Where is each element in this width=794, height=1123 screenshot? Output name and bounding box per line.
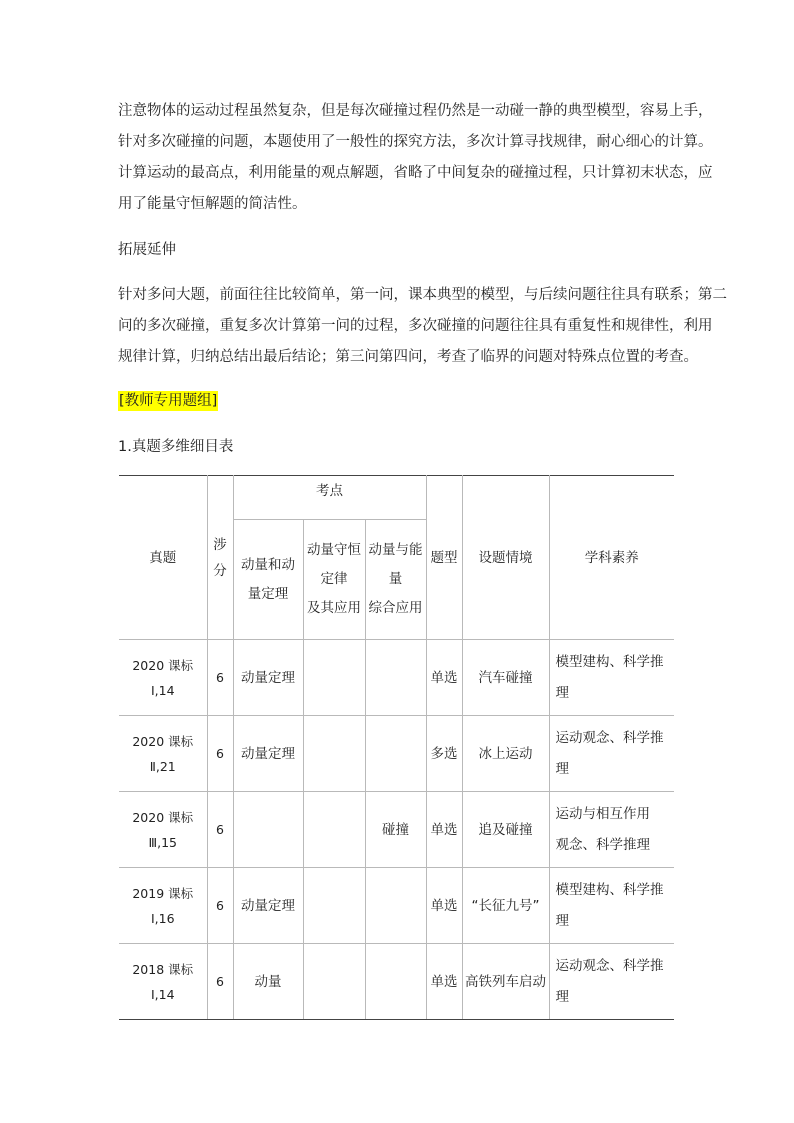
- cell-literacy: [549, 716, 674, 792]
- cell-c2: [303, 792, 365, 868]
- header-sub-line: 量定理: [247, 585, 289, 602]
- cell-c3: [365, 640, 426, 716]
- cell-score: 6: [207, 640, 233, 716]
- header-literacy: 学科素养: [549, 476, 674, 640]
- cell-c1: [233, 792, 303, 868]
- teacher-tag: [教师专用题组]: [119, 393, 218, 409]
- literacy-line: 运动观念、科学推: [555, 957, 664, 974]
- cell-question: [119, 792, 207, 868]
- extension-line: 问的多次碰撞，重复多次计算第一问的过程，多次碰撞的问题往往具有重复性和规律性，利用: [118, 318, 713, 334]
- cell-question: [119, 640, 207, 716]
- cell-type: 单选: [426, 868, 462, 944]
- header-sub-line: 及其应用: [307, 600, 361, 616]
- cell-score: 6: [207, 792, 233, 868]
- intro-line: 用了能量守恒解题的简洁性。: [118, 196, 307, 212]
- table-row: [119, 640, 674, 716]
- cell-literacy: [549, 868, 674, 944]
- table-row: [119, 792, 674, 868]
- table-row: [119, 868, 674, 944]
- question-number: Ⅰ,14: [150, 682, 175, 698]
- cell-c2: [303, 640, 365, 716]
- question-table: [119, 475, 674, 1020]
- header-sub-line: 动量守恒: [307, 542, 361, 558]
- table-row: [119, 944, 674, 1020]
- question-number: Ⅲ,15: [148, 834, 177, 850]
- cell-type: 多选: [426, 716, 462, 792]
- cell-type: 单选: [426, 944, 462, 1020]
- table-header-row: [119, 476, 674, 520]
- header-momentum-conservation: [303, 520, 365, 640]
- extension-heading: 拓展延伸: [118, 242, 176, 258]
- cell-c1: 动量定理: [233, 640, 303, 716]
- header-score: [207, 476, 233, 640]
- literacy-line: 运动与相互作用: [555, 805, 650, 822]
- cell-c2: [303, 716, 365, 792]
- question-year: 2018 课标: [132, 961, 194, 977]
- cell-question: [119, 868, 207, 944]
- header-sub-line: 动量与能: [368, 542, 423, 558]
- table-row: [119, 716, 674, 792]
- question-number: Ⅰ,16: [150, 910, 175, 926]
- cell-question: [119, 944, 207, 1020]
- cell-question: [119, 716, 207, 792]
- question-year: 2020 课标: [132, 809, 194, 825]
- intro-line: 针对多次碰撞的问题，本题使用了一般性的探究方法，多次计算寻找规律，耐心细心的计算。: [118, 134, 713, 150]
- header-sub-line: 定律: [320, 571, 348, 587]
- cell-c3: 碰撞: [365, 792, 426, 868]
- cell-c1: 动量定理: [233, 716, 303, 792]
- literacy-line: 理: [555, 760, 569, 777]
- question-number: Ⅱ,21: [149, 758, 176, 774]
- literacy-line: 运动观念、科学推: [555, 729, 664, 746]
- intro-line: 计算运动的最高点，利用能量的观点解题，省略了中间复杂的碰撞过程，只计算初末状态，应: [118, 165, 713, 181]
- cell-literacy: [549, 944, 674, 1020]
- cell-c3: [365, 716, 426, 792]
- literacy-line: 模型建构、科学推: [555, 881, 664, 898]
- cell-score: 6: [207, 944, 233, 1020]
- cell-literacy: [549, 792, 674, 868]
- cell-c3: [365, 944, 426, 1020]
- question-year: 2020 课标: [132, 733, 194, 749]
- header-kaodian: 考点: [233, 476, 426, 520]
- cell-scenario: 汽车碰撞: [462, 640, 549, 716]
- literacy-line: 模型建构、科学推: [555, 653, 664, 670]
- cell-scenario: “长征九号”: [462, 868, 549, 944]
- header-score-line: 涉: [213, 536, 227, 553]
- cell-scenario: 冰上运动: [462, 716, 549, 792]
- header-sub-line: 综合应用: [368, 600, 423, 616]
- header-score-line: 分: [213, 562, 227, 579]
- cell-score: 6: [207, 716, 233, 792]
- extension-paragraph: [118, 280, 727, 373]
- question-year: 2020 课标: [132, 657, 194, 673]
- literacy-line: 理: [555, 988, 569, 1005]
- cell-scenario: 高铁列车启动: [462, 944, 549, 1020]
- literacy-line: 理: [555, 912, 569, 929]
- question-year: 2019 课标: [132, 885, 194, 901]
- cell-literacy: [549, 640, 674, 716]
- header-momentum-energy: [365, 520, 426, 640]
- header-question: 真题: [119, 476, 207, 640]
- cell-c2: [303, 944, 365, 1020]
- extension-line: 规律计算，归纳总结出最后结论；第三问第四问，考查了临界的问题对特殊点位置的考查。: [118, 349, 698, 365]
- cell-score: 6: [207, 868, 233, 944]
- question-number: Ⅰ,14: [150, 986, 175, 1002]
- intro-paragraph: [118, 96, 713, 220]
- cell-c3: [365, 868, 426, 944]
- cell-c2: [303, 868, 365, 944]
- intro-line: 注意物体的运动过程虽然复杂，但是每次碰撞过程仍然是一动碰一静的典型模型，容易上手，: [118, 103, 713, 119]
- cell-c1: 动量定理: [233, 868, 303, 944]
- header-type: 题型: [426, 476, 462, 640]
- cell-type: 单选: [426, 792, 462, 868]
- cell-scenario: 追及碰撞: [462, 792, 549, 868]
- header-sub-line: 量: [388, 571, 403, 587]
- extension-line: 针对多问大题，前面往往比较简单，第一问，课本典型的模型，与后续问题往往具有联系；第二: [118, 287, 727, 303]
- table-title: 1.真题多维细目表: [118, 439, 234, 455]
- header-sub-line: 动量和动: [241, 556, 295, 573]
- header-momentum-theorem: [233, 520, 303, 640]
- cell-type: 单选: [426, 640, 462, 716]
- literacy-line: 理: [555, 684, 569, 701]
- literacy-line: 观念、科学推理: [555, 836, 650, 853]
- header-scenario: 设题情境: [462, 476, 549, 640]
- cell-c1: 动量: [233, 944, 303, 1020]
